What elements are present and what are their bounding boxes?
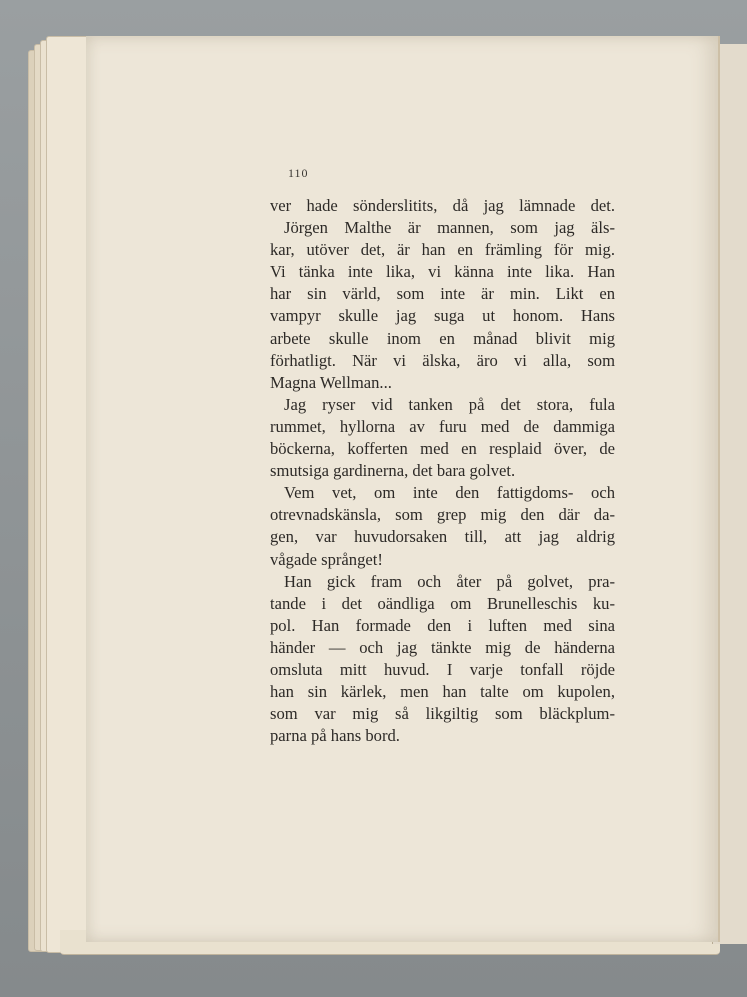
text-line: gen, var huvudorsaken till, att jag aldrig <box>270 527 615 547</box>
text-line: Vi tänka inte lika, vi känna inte lika. Han <box>270 262 615 282</box>
text-line: Vem vet, om inte den fattigdoms- och <box>284 483 615 503</box>
text-line: smutsiga gardinerna, det bara golvet. <box>270 461 516 481</box>
text-line: pol. Han formade den i luften med sina <box>270 615 615 635</box>
text-line: Han gick fram och åter på golvet, pra- <box>284 571 615 591</box>
text-line: rummet, hyllorna av furu med de dammiga <box>270 416 615 436</box>
text-line: kar, utöver det, är han en främling för mig. <box>270 240 615 260</box>
text-line: vågade språnget! <box>270 549 383 569</box>
text-line: parna på hans bord. <box>270 726 400 746</box>
page-text <box>270 195 615 747</box>
text-line: ver hade sönderslitits, då jag lämnade det. <box>270 196 615 215</box>
text-line: Jörgen Malthe är mannen, som jag äls- <box>284 218 615 238</box>
text-line: som var mig så likgiltig som bläckplum- <box>270 704 615 724</box>
text-line: vampyr skulle jag suga ut honom. Hans <box>270 306 615 326</box>
text-line: händer — och jag tänkte mig de händerna <box>270 637 615 657</box>
text-line: böckerna, kofferten med en resplaid över, de <box>270 439 615 459</box>
text-line: har sin värld, som inte är min. Likt en <box>270 284 615 304</box>
text-line: han sin kärlek, men han talte om kupolen, <box>270 682 615 702</box>
text-line: Magna Wellman... <box>270 372 392 392</box>
page-number: 110 <box>288 166 309 180</box>
text-line: Jag ryser vid tanken på det stora, fula <box>284 394 615 414</box>
text-line: förhatligt. När vi älska, äro vi alla, som <box>270 350 615 370</box>
text-line: otrevnadskänsla, som grep mig den där da- <box>270 505 615 525</box>
text-line: arbete skulle inom en månad blivit mig <box>270 328 615 348</box>
text-line: tande i det oändliga om Brunelleschis ku- <box>270 593 615 613</box>
text-line: omsluta mitt huvud. I varje tonfall röjde <box>270 659 615 679</box>
